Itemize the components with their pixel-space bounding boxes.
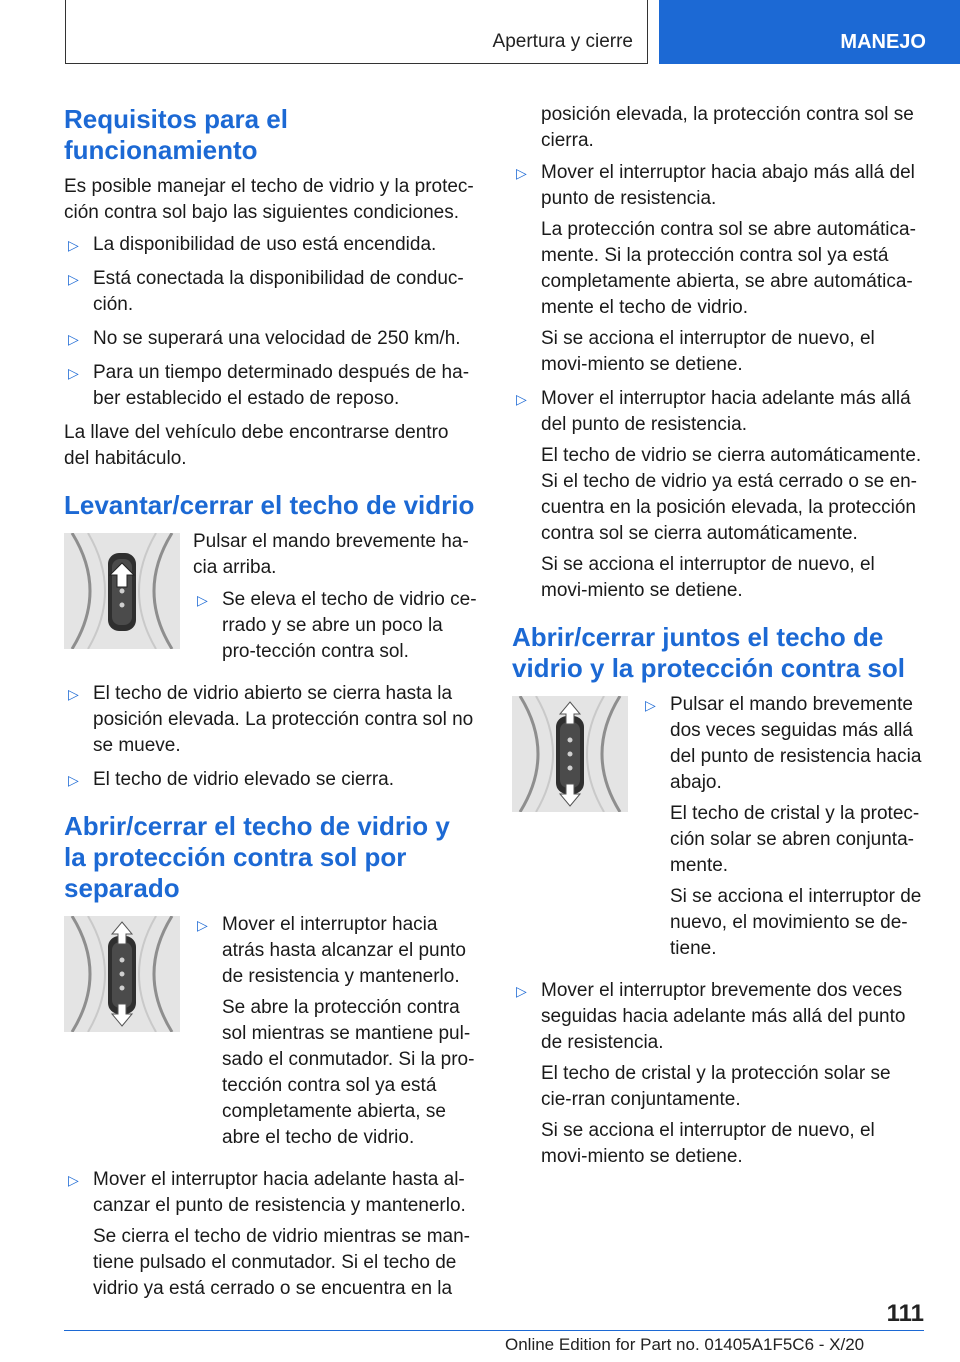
list-item [64,1167,478,1302]
header-section [65,0,648,64]
bullet-text: ▷ El techo de vidrio elevado se cierra. [93,769,394,790]
bullet-text: ▷ Mover el interruptor hacia adelante más allá del punto de resistencia. [541,388,911,435]
footer-divider [64,1330,924,1331]
list-item [641,692,926,962]
bullet-text: ▷ Mover el interruptor hacia abajo más allá del punto de resistencia. [541,162,915,209]
bullet-text: ▷ Para un tiempo determinado después de ha-ber establecido el estado de reposo. [93,362,470,409]
section-lead: Pulsar el mando brevemente ha-cia arriba. [193,531,469,578]
left-column [64,104,478,1310]
list-item [512,160,926,378]
tab-label: MANEJO [840,31,926,53]
bullet-text: ▷ Mover el interruptor hacia adelante hasta al-canzar el punto de resistencia y mantenerlo. [93,1169,466,1216]
roof-switch-image [64,916,180,1032]
bullet-text: ▷ El techo de vidrio abierto se cierra hasta la posición elevada. La protección contra sol no se mueve. [93,683,474,756]
list-item [64,360,478,412]
bullet-detail: El techo de cristal y la protec-ción solar se abren conjunta-mente. [670,803,920,876]
bullet-detail: Si se acciona el interruptor de nuevo, el movi-miento se detiene. [541,554,875,601]
bullet-detail: Si se acciona el interruptor de nuevo, el movi-miento se detiene. [541,328,875,375]
list-item [64,767,478,793]
edition-text: Online Edition for Part no. 01405A1F5C6 - X/20 [505,1335,865,1354]
heading-separado: Abrir/cerrar el techo de vidrio y la protección contra sol por separado [64,811,450,903]
bullet-text: ▷ La disponibilidad de uso está encendida. [93,234,437,255]
bullet-text: ▷ Se eleva el techo de vidrio ce-rrado y se abre un poco la pro-tección contra sol. [222,589,477,662]
bullet-detail: Se abre la protección contra sol mientras se mantiene pul-sado el conmutador. Si la pro-tección contra sol ya está completamente abierta, se abre el techo de vidrio. [222,997,475,1148]
section-title: Apertura y cierre [492,31,633,52]
continued-text: posición elevada, la protección contra sol se cierra. [541,104,914,151]
list-item [193,912,478,1151]
bullet-detail: Si se acciona el interruptor de nuevo, el movi-miento se detiene. [541,1120,875,1167]
list-item [64,326,478,352]
tab-manejo[interactable] [659,0,960,64]
figure-block [512,692,926,970]
page-number: 111 [886,1300,924,1327]
bullet-text: ▷ No se superará una velocidad de 250 km/h. [93,328,461,349]
bullet-detail: El techo de cristal y la protección solar se cie-rran conjuntamente. [541,1063,891,1110]
list-item [64,232,478,258]
list-item [193,587,478,665]
key-note: La llave del vehículo debe encontrarse dentro del habitáculo. [64,422,449,469]
figure-block [64,912,478,1159]
figure-block [64,529,478,673]
list-item [64,681,478,759]
list-item [512,978,926,1170]
roof-switch-image [512,696,628,812]
roof-switch-image [64,533,180,649]
bullet-detail: Si se acciona el interruptor de nuevo, el movimiento se de-tiene. [670,886,922,959]
bullet-text: ▷ Está conectada la disponibilidad de conduc-ción. [93,268,464,315]
right-column [512,102,926,1178]
heading-levantar: Levantar/cerrar el techo de vidrio [64,490,475,520]
intro-text: Es posible manejar el techo de vidrio y la protec-ción contra sol bajo las siguientes condiciones. [64,176,474,223]
bullet-text: ▷ Mover el interruptor brevemente dos veces seguidas hacia adelante más allá del punto de resistencia. [541,980,906,1053]
bullet-text: ▷ Pulsar el mando brevemente dos veces seguidas más allá del punto de resistencia hacia abajo. [670,694,922,793]
heading-requisitos: Requisitos para el funcionamiento [64,104,288,165]
list-item [64,266,478,318]
bullet-text: ▷ Mover el interruptor hacia atrás hasta alcanzar el punto de resistencia y mantenerlo. [222,914,466,987]
heading-juntos: Abrir/cerrar juntos el techo de vidrio y la protección contra sol [512,622,905,683]
list-item [512,386,926,604]
bullet-detail: Se cierra el techo de vidrio mientras se man-tiene pulsado el conmutador. Si el techo de vidrio ya está cerrado o se encuentra en la [93,1226,470,1299]
bullet-detail: La protección contra sol se abre automática-mente. Si la protección contra sol ya está completamente abierta, se abre automática-mente el techo de vidrio. [541,219,916,318]
bullet-detail: El techo de vidrio se cierra automáticamente. Si el techo de vidrio ya está cerrado o se en-cuentra en la posición elevada, la protección contra sol se cierra automáticamente. [541,445,922,544]
